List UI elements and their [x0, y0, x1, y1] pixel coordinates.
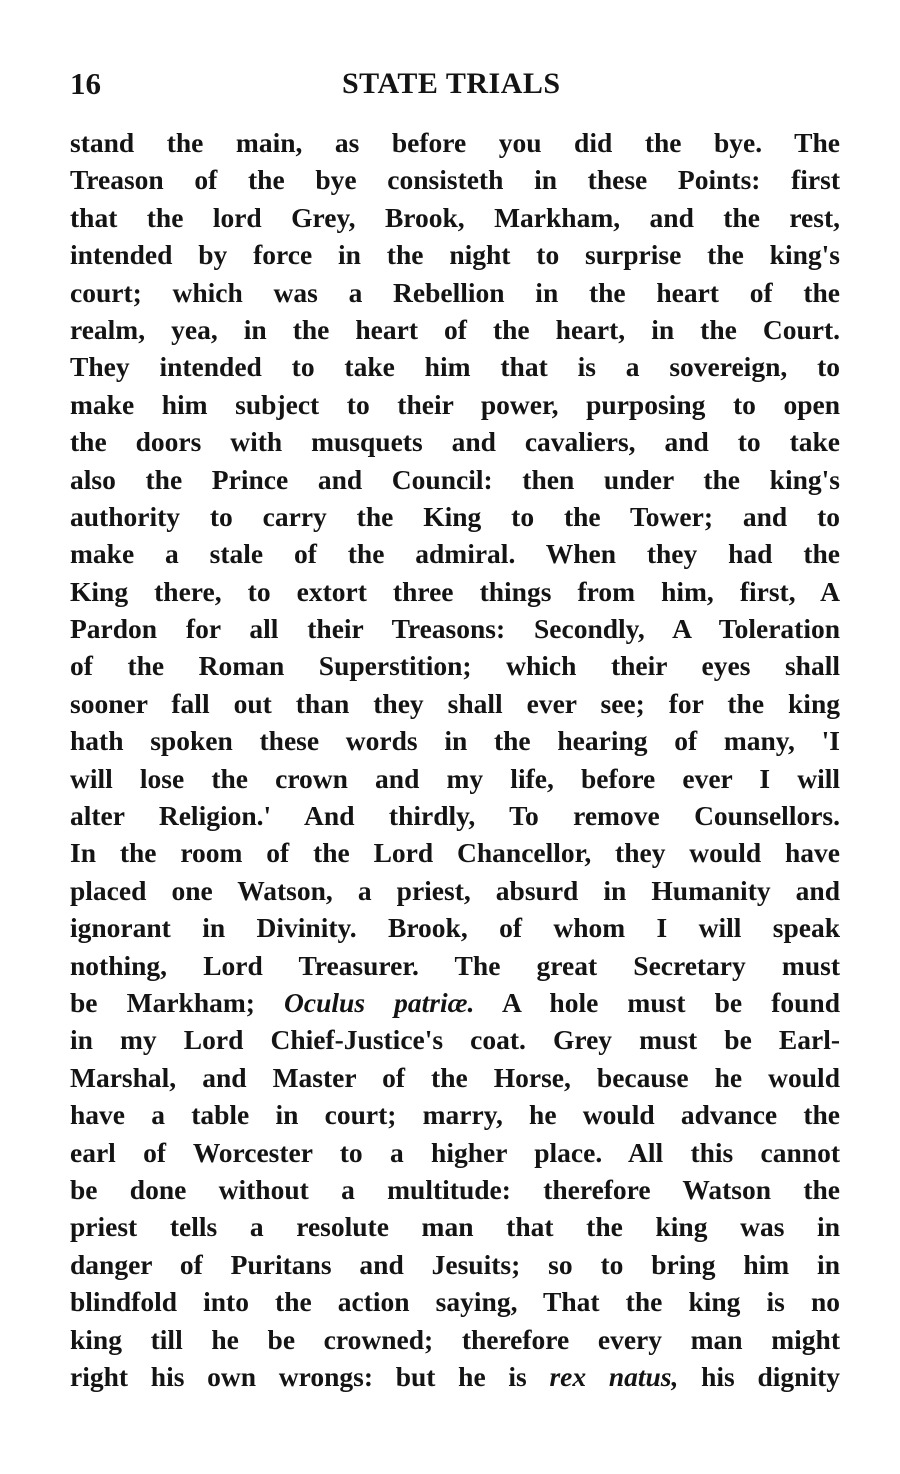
page-number: 16: [70, 66, 101, 101]
text-line: the doors with musquets and cavaliers, and to take: [70, 426, 840, 458]
text-line: danger of Puritans and Jesuits; so to bring him in: [70, 1248, 840, 1280]
text-line: ignorant in Divinity. Brook, of whom I will speak: [70, 912, 840, 944]
text-line: king till he be crowned; therefore every man might: [70, 1323, 840, 1355]
text-line: alter Religion.' And thirdly, To remove Counsellors.: [70, 800, 840, 832]
body-text: [70, 124, 840, 1395]
running-title: STATE TRIALS: [342, 67, 561, 100]
text-line: that the lord Grey, Brook, Markham, and the rest,: [70, 201, 840, 233]
text-line: will lose the crown and my life, before ever I will: [70, 762, 840, 794]
text-line: stand the main, as before you did the bye. The: [70, 127, 840, 158]
text-line: blindfold into the action saying, That the king is no: [70, 1286, 840, 1318]
text-line: be done without a multitude: therefore Watson the: [70, 1173, 840, 1205]
latin-phrase: Oculus patriæ.: [284, 986, 475, 1018]
text-line: Pardon for all their Treasons: Secondly, A Toleration: [70, 613, 840, 645]
text-line: make a stale of the admiral. When they had the: [70, 538, 840, 570]
text-line: placed one Watson, a priest, absurd in Humanity and: [70, 874, 840, 906]
text-line: right his own wrongs: but he is rex natus, his dignity: [70, 1360, 840, 1392]
text-line: be Markham; Oculus patriæ. A hole must be found: [70, 986, 840, 1018]
text-line: make him subject to their power, purposing to open: [70, 388, 840, 420]
text-line: Treason of the bye consisteth in these Points: first: [70, 164, 840, 196]
running-head: [70, 64, 840, 104]
latin-phrase: rex natus,: [549, 1360, 679, 1392]
text-line: nothing, Lord Treasurer. The great Secretary must: [70, 949, 840, 981]
text-line: In the room of the Lord Chancellor, they would have: [70, 837, 840, 869]
text-line: earl of Worcester to a higher place. All this cannot: [70, 1136, 840, 1168]
text-line: King there, to extort three things from him, first, A: [70, 575, 840, 607]
text-line: court; which was a Rebellion in the heart of the: [70, 276, 840, 308]
text-line: They intended to take him that is a sovereign, to: [70, 351, 840, 383]
text-line: sooner fall out than they shall ever see; for the king: [70, 687, 840, 719]
text-line: in my Lord Chief-Justice's coat. Grey must be Earl-: [70, 1024, 840, 1056]
text-line: Marshal, and Master of the Horse, because he would: [70, 1061, 840, 1093]
text-line: hath spoken these words in the hearing of many, 'I: [70, 725, 840, 757]
text-line: also the Prince and Council: then under the king's: [70, 463, 840, 495]
text-line: priest tells a resolute man that the king was in: [70, 1211, 840, 1243]
text-line: of the Roman Superstition; which their eyes shall: [70, 650, 840, 682]
text-line: have a table in court; marry, he would advance the: [70, 1099, 840, 1131]
text-line: authority to carry the King to the Tower; and to: [70, 500, 840, 532]
text-line: realm, yea, in the heart of the heart, in the Court.: [70, 313, 840, 345]
text-line: intended by force in the night to surprise the king's: [70, 239, 840, 271]
